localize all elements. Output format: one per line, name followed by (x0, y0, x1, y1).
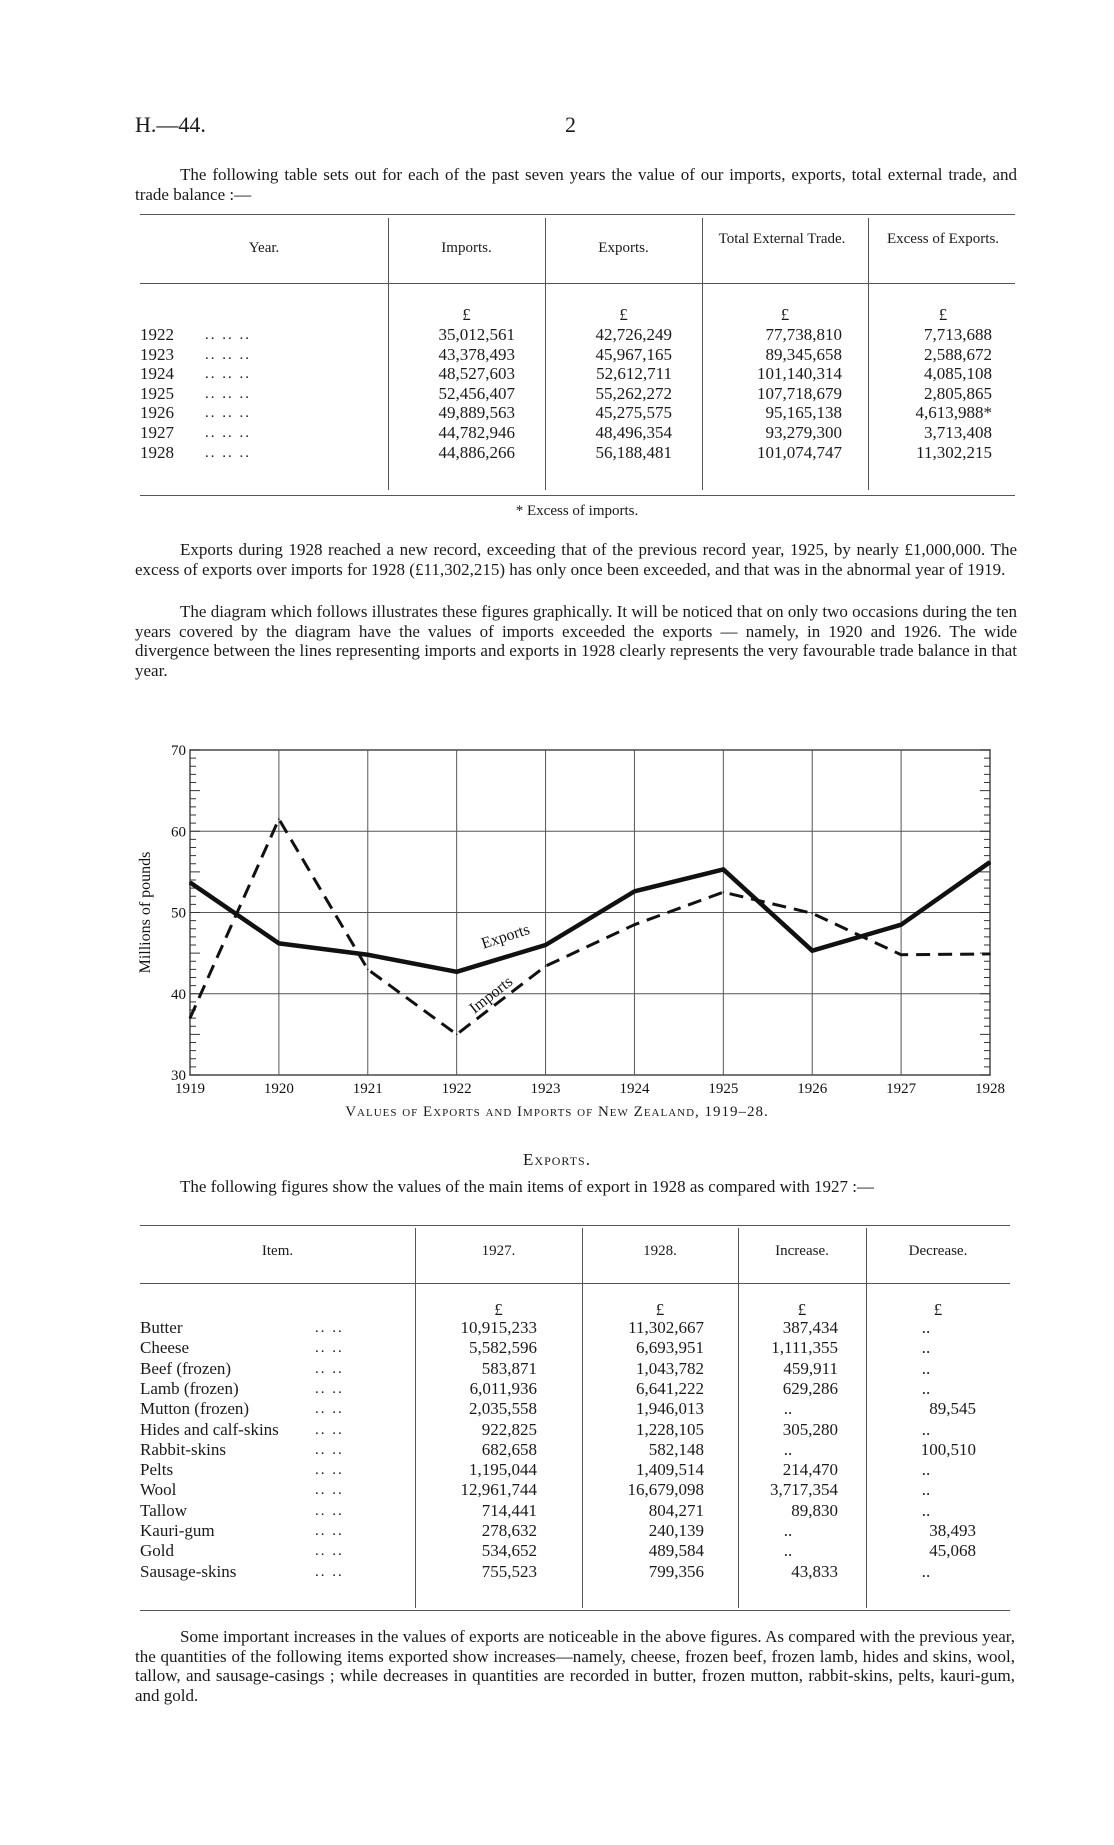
data-point-exports (545, 944, 547, 946)
leader-dots: .. .. (315, 1421, 344, 1438)
export-row-1928: 1,946,013 (636, 1399, 704, 1419)
trade-row-imports: 52,456,407 (438, 383, 515, 403)
trade-row-exports: 42,726,249 (595, 325, 672, 344)
export-row-1927: 6,011,936 (469, 1378, 537, 1398)
leader-dots: .. .. .. (205, 444, 251, 461)
export-row-increase: .. (783, 1399, 793, 1419)
chart-grid (190, 750, 990, 1075)
leader-dots: .. .. .. (205, 327, 251, 343)
export-row-1927: 2,035,558 (469, 1399, 537, 1419)
y-tick-label: 70 (171, 743, 186, 759)
header-total-external-trade: Total External Trade. (718, 231, 846, 247)
data-point-exports (367, 954, 369, 956)
export-row-item: Kauri-gum (140, 1521, 215, 1540)
export-row-decrease: .. (921, 1561, 931, 1581)
export-row-decrease: .. (921, 1318, 931, 1337)
series-line-exports (190, 862, 990, 972)
export-row-1927: 583,871 (481, 1358, 537, 1378)
export-row-decrease: 100,510 (920, 1439, 976, 1459)
trade-row-exports: 56,188,481 (595, 442, 672, 462)
data-point-imports (634, 924, 636, 926)
header-1927: 1927. (481, 1243, 516, 1259)
export-row-item: Gold (140, 1541, 174, 1561)
trade-row-year: 1922 (140, 325, 174, 344)
record-exports-paragraph: Exports during 1928 reached a new record, exceeding that of the previous record year, 1925, by nearly £1,000,000. The excess of exports over imports for 1928 (£11,302,215) has only once been exceeded, and that was in the abnormal year of 1919. (135, 540, 1017, 579)
export-row-1928: 804,271 (648, 1500, 704, 1520)
header-increase: Increase. (775, 1243, 829, 1259)
leader-dots: .. .. (315, 1462, 344, 1479)
export-row-increase: .. (783, 1521, 793, 1540)
trade-row-excess: 2,588,672 (924, 344, 992, 364)
trade-row-excess: 7,713,688 (924, 325, 992, 344)
exports-table-bottom-rule (140, 1610, 1010, 1611)
y-tick-label: 30 (171, 1068, 186, 1084)
export-row-item: Tallow (140, 1500, 187, 1520)
leader-dots: .. .. (315, 1401, 344, 1418)
export-row-1927: 12,961,744 (460, 1480, 537, 1500)
trade-row-imports: 48,527,603 (438, 364, 515, 384)
trade-row-year: 1928 (140, 442, 174, 462)
x-tick-label: 1922 (441, 1081, 472, 1095)
trade-row-excess: 4,613,988* (915, 403, 992, 423)
leader-dots: .. .. (315, 1360, 344, 1377)
leader-dots: .. .. (315, 1380, 344, 1397)
data-point-imports (456, 1034, 458, 1036)
exports-annotation: Exports (479, 921, 532, 953)
leader-dots: .. .. (315, 1502, 344, 1519)
export-row-decrease: 38,493 (929, 1521, 976, 1540)
export-row-decrease: .. (921, 1338, 931, 1358)
exports-section-title: Exports. (523, 1150, 591, 1169)
leader-dots: .. .. .. (205, 425, 251, 441)
trade-row-year: 1927 (140, 423, 174, 442)
y-tick-label: 40 (171, 986, 186, 1003)
export-row-increase: 387,434 (782, 1318, 838, 1337)
data-point-imports (900, 954, 902, 956)
y-axis-label: Millions of pounds (137, 851, 154, 974)
x-tick-label: 1919 (175, 1081, 205, 1095)
x-tick-label: 1924 (619, 1081, 650, 1095)
leader-dots: .. .. .. (205, 346, 251, 363)
table-footnote: * Excess of imports. (515, 503, 639, 519)
export-row-decrease: 89,545 (929, 1399, 976, 1419)
x-tick-label: 1925 (708, 1081, 739, 1095)
export-row-increase: 214,470 (782, 1460, 838, 1480)
export-row-decrease: .. (921, 1378, 931, 1398)
export-row-1927: 10,915,233 (460, 1318, 537, 1337)
export-row-1927: 5,582,596 (469, 1338, 537, 1358)
x-tick-label: 1921 (352, 1081, 383, 1095)
export-row-item: Rabbit-skins (140, 1439, 226, 1459)
export-row-1928: 6,641,222 (636, 1378, 704, 1398)
trade-row-exports: 45,967,165 (595, 344, 672, 364)
trade-row-total: 101,140,314 (757, 364, 842, 384)
export-row-item: Lamb (frozen) (140, 1378, 239, 1398)
data-point-imports (278, 818, 280, 820)
chart-series (189, 818, 991, 1035)
export-row-1927: 682,658 (481, 1439, 537, 1459)
trade-row-excess: 11,302,215 (916, 442, 992, 462)
leader-dots: .. .. (315, 1563, 344, 1580)
header-decrease: Decrease. (908, 1243, 968, 1259)
export-row-decrease: .. (921, 1460, 931, 1480)
y-tick-label: 60 (171, 824, 186, 841)
export-row-1928: 799,356 (648, 1561, 704, 1581)
table-header-rule (140, 283, 1015, 284)
leader-dots: .. .. (315, 1340, 344, 1357)
data-point-exports (456, 971, 458, 973)
trade-row-imports: 43,378,493 (438, 344, 515, 364)
currency-mark: £ (780, 305, 790, 324)
export-row-increase: 629,286 (782, 1378, 838, 1398)
leader-dots: .. .. .. (205, 405, 251, 422)
trade-row-excess: 2,805,865 (924, 383, 992, 403)
trade-row-year: 1925 (140, 383, 174, 403)
export-row-item: Hides and calf-skins (140, 1419, 279, 1439)
export-row-increase: 43,833 (791, 1561, 838, 1581)
export-row-1927: 922,825 (481, 1419, 537, 1439)
table-bottom-rule (140, 495, 1015, 496)
chart-title: Values of Exports and Imports of New Zealand, 1919–28. (345, 1104, 769, 1120)
intro-paragraph: The following table sets out for each of the past seven years the value of our imports, exports, total external trade, and trade balance :— (135, 165, 1017, 204)
leader-dots: .. .. .. (205, 366, 251, 383)
export-row-1928: 240,139 (648, 1521, 704, 1540)
x-tick-label: 1926 (797, 1081, 828, 1095)
export-row-1928: 16,679,098 (627, 1480, 704, 1500)
data-point-imports (189, 1017, 191, 1019)
table-top-rule (140, 214, 1015, 215)
diagram-description-paragraph: The diagram which follows illustrates these figures graphically. It will be noticed that on only two occasions during the ten years covered by the diagram have the values of imports exceeded the exports — namely, in 1920 and 1926. The wide divergence between the lines representing imports and exports in 1928 clearly represents the very favourable trade balance in that year. (135, 602, 1017, 680)
header-year: Year. (248, 240, 280, 256)
x-tick-label: 1927 (886, 1081, 917, 1095)
trade-row-total: 93,279,300 (765, 423, 842, 442)
export-row-1927: 755,523 (481, 1561, 537, 1581)
trade-row-exports: 52,612,711 (596, 364, 672, 384)
x-tick-label: 1923 (530, 1081, 561, 1095)
data-point-exports (989, 861, 991, 863)
header-1928: 1928. (643, 1243, 677, 1259)
export-row-item: Beef (frozen) (140, 1358, 232, 1378)
export-row-1928: 582,148 (648, 1439, 704, 1459)
export-row-1928: 1,043,782 (636, 1358, 704, 1378)
export-row-increase: 305,280 (782, 1419, 838, 1439)
leader-dots: .. .. (315, 1543, 344, 1560)
export-row-item: Sausage-skins (140, 1561, 237, 1581)
data-point-imports (989, 953, 991, 955)
chart-labels (137, 852, 532, 1018)
trade-row-exports: 48,496,354 (595, 423, 672, 442)
header-exports: Exports. (598, 240, 649, 256)
export-row-increase: 459,911 (783, 1358, 838, 1378)
trade-row-year: 1923 (140, 344, 174, 364)
export-row-1928: 489,584 (648, 1541, 704, 1561)
trade-row-imports: 49,889,563 (438, 403, 515, 423)
export-row-item: Mutton (frozen) (140, 1399, 250, 1419)
currency-mark: £ (462, 305, 471, 324)
data-point-exports (900, 924, 902, 926)
closing-paragraph: Some important increases in the values of exports are noticeable in the above figures. As compared with the previous year, the quantities of the following items exported show increases—namely, cheese, frozen beef, frozen lamb, hides and skins, wool, tallow, and sausage-casings ; while decreases in quantities are recorded in butter, frozen mutton, rabbit-skins, pelts, kauri-gum, and gold. (135, 1627, 1015, 1705)
trade-row-exports: 55,262,272 (595, 383, 672, 403)
export-row-increase: .. (783, 1439, 793, 1459)
data-point-imports (811, 913, 813, 915)
currency-mark: £ (655, 1300, 665, 1319)
trade-row-year: 1924 (140, 364, 174, 384)
export-row-item: Cheese (140, 1338, 190, 1358)
trade-row-imports: 35,012,561 (438, 325, 515, 344)
trade-row-year: 1926 (140, 403, 174, 423)
export-row-item: Wool (140, 1480, 177, 1500)
leader-dots: .. .. (315, 1441, 344, 1458)
trade-row-total: 89,345,658 (765, 344, 842, 364)
export-row-item: Butter (140, 1318, 183, 1337)
trade-row-total: 95,165,138 (765, 403, 842, 423)
export-row-1927: 278,632 (481, 1521, 537, 1540)
leader-dots: .. .. (315, 1523, 344, 1539)
x-tick-label: 1920 (263, 1081, 294, 1095)
data-point-exports (189, 882, 191, 884)
trade-row-total: 107,718,679 (757, 383, 842, 403)
trade-row-exports: 45,275,575 (595, 403, 672, 423)
export-row-1927: 1,195,044 (469, 1460, 537, 1480)
export-row-increase: 89,830 (791, 1500, 838, 1520)
trade-line-chart (130, 735, 1010, 1095)
export-row-decrease: .. (921, 1419, 931, 1439)
export-row-increase: .. (783, 1541, 793, 1561)
export-row-1928: 11,302,667 (628, 1318, 704, 1337)
export-row-decrease: .. (921, 1358, 931, 1378)
export-row-1927: 714,441 (481, 1500, 537, 1520)
trade-row-excess: 4,085,108 (924, 364, 992, 384)
export-row-1928: 6,693,951 (636, 1338, 704, 1358)
imports-annotation: Imports (466, 973, 517, 1018)
trade-row-total: 77,738,810 (765, 325, 842, 344)
x-tick-label: 1928 (975, 1081, 1005, 1095)
page-number: 2 (565, 112, 576, 137)
data-point-exports (634, 891, 636, 893)
data-point-imports (723, 891, 725, 893)
data-point-imports (367, 969, 369, 971)
export-row-1928: 1,409,514 (636, 1460, 704, 1480)
trade-row-total: 101,074,747 (757, 442, 842, 462)
series-line-imports (190, 819, 990, 1034)
export-row-decrease: .. (921, 1500, 931, 1520)
currency-mark: £ (494, 1300, 503, 1319)
export-row-decrease: .. (921, 1480, 931, 1500)
document-reference: H.—44. (135, 112, 206, 137)
data-point-imports (545, 965, 547, 967)
export-row-increase: 3,717,354 (770, 1480, 838, 1500)
header-item: Item. (261, 1243, 294, 1259)
exports-intro-paragraph: The following figures show the values of the main items of export in 1928 as compared with 1927 :— (180, 1177, 875, 1196)
export-row-item: Pelts (140, 1460, 174, 1480)
exports-table-top-rule (140, 1225, 1010, 1226)
currency-mark: £ (938, 305, 948, 324)
currency-mark: £ (797, 1300, 807, 1319)
leader-dots: .. .. .. (205, 385, 251, 402)
currency-mark: £ (619, 305, 628, 324)
export-row-1927: 534,652 (481, 1541, 537, 1561)
export-row-1928: 1,228,105 (636, 1419, 704, 1439)
export-row-decrease: 45,068 (929, 1541, 976, 1561)
y-tick-label: 50 (171, 905, 186, 922)
header-excess-of-exports: Excess of Exports. (886, 231, 1000, 247)
header-imports: Imports. (441, 240, 492, 256)
trade-row-imports: 44,782,946 (438, 423, 515, 442)
data-point-exports (723, 869, 725, 871)
trade-row-imports: 44,886,266 (438, 442, 515, 462)
data-point-exports (811, 950, 813, 952)
leader-dots: .. .. (315, 1482, 344, 1499)
export-row-increase: 1,111,355 (771, 1338, 838, 1358)
trade-row-excess: 3,713,408 (924, 423, 992, 442)
currency-mark: £ (933, 1300, 943, 1319)
data-point-exports (278, 943, 280, 945)
exports-table-header-rule (140, 1283, 1010, 1284)
leader-dots: .. .. (315, 1320, 344, 1336)
